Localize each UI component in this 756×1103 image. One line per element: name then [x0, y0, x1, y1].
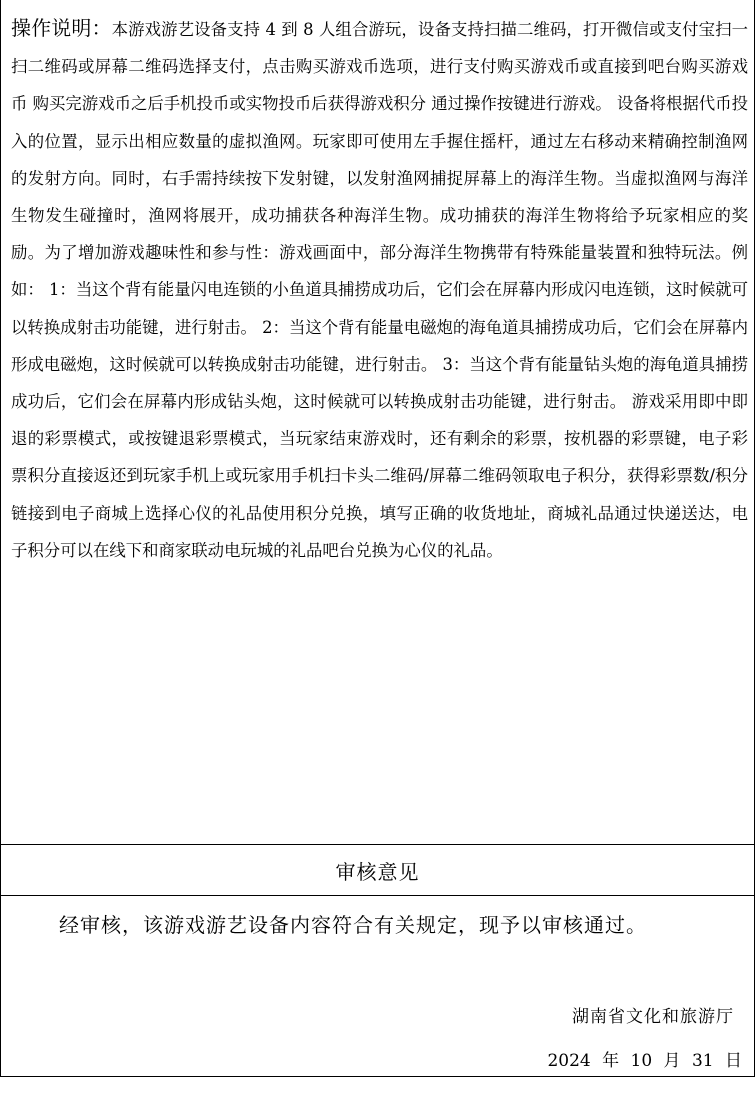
review-body	[1, 897, 754, 1076]
instructions-section	[1, 0, 754, 845]
review-header-label: 审核意见	[335, 860, 420, 884]
review-organization: 湖南省文化和旅游厅	[572, 1007, 734, 1027]
review-header	[1, 846, 754, 896]
instructions-text: 本游戏游艺设备支持 4 到 8 人组合游玩，设备支持扫描二维码，打开微信或支付宝扫一扫二维码或屏幕二维码选择支付，点击购买游戏币选项，进行支付购买游戏币或直接到吧台购买游戏币 购买完游戏币之后手机投币或实物投币后获得游戏积分 通过操作按键进行游戏。 设备将根据代币投入的位置，显示出相应数量的虚拟渔网。玩家即可使用左手握住摇杆，通过左右移动来精确控制渔网的发射方向。同时，右手需持续按下发射键，以发射渔网捕捉屏幕上的海洋生物。当虚拟渔网与海洋生物发生碰撞时，渔网将展开，成功捕获各种海洋生物。成功捕获的海洋生物将给予玩家相应的奖励。为了增加游戏趣味性和参与性：游戏画面中，部分海洋生物携带有特殊能量装置和独特玩法。例如： 1：当这个背有能量闪电连锁的小鱼道具捕捞成功后，它们会在屏幕内形成闪电连锁，这时候就可以转换成射击功能键，进行射击。 2：当这个背有能量电磁炮的海龟道具捕捞成功后，它们会在屏幕内形成电磁炮，这时候就可以转换成射击功能键，进行射击。 3：当这个背有能量钻头炮的海龟道具捕捞成功后，它们会在屏幕内形成钻头炮，这时候就可以转换成射击功能键，进行射击。 游戏采用即中即退的彩票模式，或按键退彩票模式，当玩家结束游戏时，还有剩余的彩票，按机器的彩票键，电子彩票积分直接返还到玩家手机上或玩家用手机扫卡头二维码/屏幕二维码领取电子积分，获得彩票数/积分链接到电子商城上选择心仪的礼品使用积分兑换，填写正确的收货地址，商城礼品通过快递送达，电子积分可以在线下和商家联动电玩城的礼品吧台兑换为心仪的礼品。	[11, 20, 749, 560]
review-opinion: 经审核，该游戏游艺设备内容符合有关规定，现予以审核通过。	[59, 913, 647, 937]
instructions-label: 操作说明：	[11, 16, 112, 40]
review-date: 2024 年 10 月 31 日	[547, 1051, 742, 1071]
